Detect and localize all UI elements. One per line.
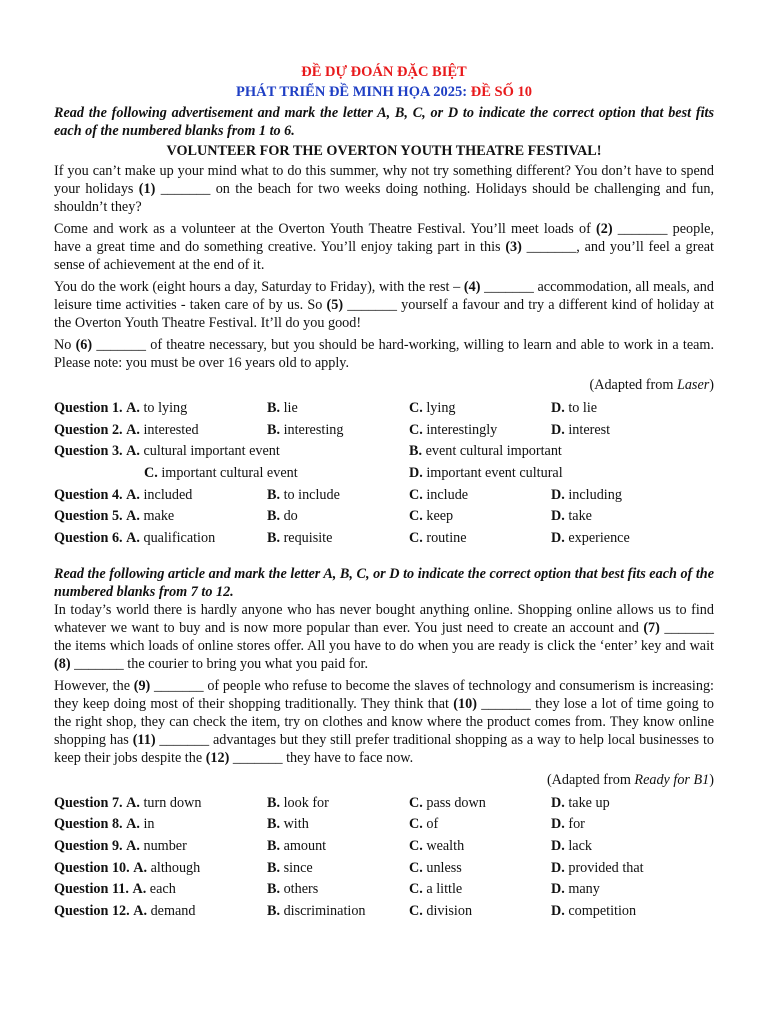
option-d: experience — [568, 529, 630, 546]
option-a: cultural important event — [143, 443, 280, 460]
option-b: to include — [283, 486, 340, 503]
option-b: interesting — [283, 421, 344, 438]
option-b: look for — [283, 794, 329, 811]
source-citation-2: (Adapted from Ready for B1) — [546, 771, 714, 788]
option-b: amount — [283, 838, 327, 855]
question-row: Question 4. A. included B. to include C. include D. including — [54, 486, 622, 503]
option-a: to lying — [143, 399, 188, 416]
ad-paragraph-4: No (6) _______ of theatre necessary, but you should be hard-working, willing to learn and able to work in a team. Please note: you must be over 16 years old to apply. — [54, 337, 715, 371]
option-c: keep — [426, 508, 454, 525]
exam-number: ĐỀ SỐ 10 — [470, 84, 532, 100]
question-row: Question 10. A. although B. since C. unless D. provided that — [54, 859, 644, 876]
option-d: including — [568, 486, 622, 503]
option-c: lying — [426, 399, 456, 416]
option-d: for — [568, 816, 585, 833]
question-label: Question 4. — [54, 486, 123, 503]
exam-title: ĐỀ DỰ ĐOÁN ĐẶC BIỆT — [301, 64, 467, 80]
option-c: division — [426, 903, 473, 920]
option-d: competition — [568, 903, 637, 920]
option-c: unless — [426, 859, 462, 876]
question-label: Question 12. — [54, 903, 130, 920]
blank-7: (7) — [643, 619, 660, 636]
option-b: with — [283, 816, 309, 833]
ad-paragraph-3: You do the work (eight hours a day, Saturday to Friday), with the rest – (4) _______ accommodation, all meals, and leisure time activities - taken care of by us. So (5) _______ yourself a favour and try a different kind of holiday at the Overton Youth Theatre Festival. It’ll do you good! — [54, 279, 714, 331]
blank-5: (5) — [326, 297, 344, 313]
blank-3: (3) — [505, 239, 522, 255]
blank-12: (12) — [205, 749, 230, 766]
question-row: Question 6. A. qualification B. requisite C. routine D. experience — [54, 529, 630, 546]
blank-2: (2) — [596, 221, 613, 237]
blank-11: (11) — [132, 731, 156, 748]
question-label: Question 5. — [54, 508, 123, 525]
question-row: Question 12. A. demand B. discrimination C. division D. competition — [54, 903, 637, 920]
option-b: others — [283, 881, 319, 898]
option-b: lie — [283, 399, 298, 416]
option-a: each — [149, 881, 176, 898]
option-d: important event cultural — [426, 464, 563, 481]
option-c: a little — [426, 881, 463, 898]
question-label: Question 11. — [54, 881, 129, 898]
question-label: Question 7. — [54, 794, 123, 811]
question-row-continued: C. important cultural event D. important event cultural — [144, 464, 563, 481]
option-a: although — [150, 859, 201, 876]
article-paragraph-2: However, the (9) _______ of people who refuse to become the slaves of technology and consumerism is increasing: they keep doing most of their shopping traditionally. They think that (10) _______ they lose a lot of time going to the right shop, they can check the item, try on clothes and know where the product comes from. They know online shopping has (11) _______ advantages but they still prefer traditional shopping as a way to help local businesses to keep their jobs despite the (12) _______ they have to face now. — [54, 677, 714, 766]
blank-6: (6) — [75, 337, 93, 353]
blank-4: (4) — [463, 279, 481, 295]
question-row: Question 9. A. number B. amount C. wealth D. lack — [54, 838, 592, 855]
option-b: event cultural important — [425, 443, 562, 460]
option-a: number — [143, 838, 187, 855]
option-d: to lie — [568, 399, 598, 416]
question-row: Question 2. A. interested B. interesting C. interestingly D. interest — [54, 421, 611, 438]
option-a: interested — [143, 421, 199, 438]
exam-subtitle-main: PHÁT TRIỂN ĐỀ MINH HỌA 2025: — [236, 84, 468, 100]
advertisement-heading: VOLUNTEER FOR THE OVERTON YOUTH THEATRE FESTIVAL! — [166, 143, 602, 159]
exam-subtitle — [54, 82, 714, 102]
question-row: Question 7. A. turn down B. look for C. pass down D. take up — [54, 794, 610, 811]
question-label: Question 8. — [54, 816, 123, 833]
blank-1: (1) — [138, 181, 156, 197]
question-row: Question 5. A. make B. do C. keep D. take — [54, 508, 592, 525]
section1-instruction: Read the following advertisement and mark the letter A, B, C, or D to indicate the correct option that best fits each of the numbered blanks from 1 to 6. — [54, 105, 714, 139]
question-label: Question 1. — [54, 399, 123, 416]
option-c: wealth — [426, 838, 465, 855]
option-c: of — [426, 816, 439, 833]
option-a: in — [143, 816, 155, 833]
option-d: take — [568, 508, 592, 525]
option-d: lack — [568, 838, 592, 855]
section2-instruction: Read the following article and mark the letter A, B, C, or D to indicate the correct option that best fits each of the numbered blanks from 7 to 12. — [54, 565, 714, 600]
question-label: Question 10. — [54, 859, 130, 876]
option-d: provided that — [568, 859, 644, 876]
question-label: Question 3. — [54, 443, 123, 460]
option-a: included — [143, 486, 193, 503]
article-paragraph-1: In today’s world there is hardly anyone who has never bought anything online. Shopping online allows us to find whatever we want to buy and is now more popular than ever. You just need to create an account and (7) _______ the items which loads of online stores offer. All you have to do when you are ready is click the ‘enter’ key and wait (8) _______ the courier to bring you what you paid for. — [54, 601, 715, 672]
blank-9: (9) — [133, 677, 151, 694]
option-a: qualification — [143, 529, 216, 546]
option-c: interestingly — [426, 421, 498, 438]
blank-8: (8) — [54, 655, 71, 672]
option-d: interest — [568, 421, 611, 438]
question-label: Question 9. — [54, 838, 123, 855]
option-a: make — [143, 508, 175, 525]
option-b: since — [283, 859, 313, 876]
option-d: take up — [568, 794, 610, 811]
option-c: include — [426, 486, 469, 503]
question-row: Question 1. A. to lying B. lie C. lying D. to lie — [54, 399, 598, 416]
question-row: Question 3. A. cultural important event B. event cultural important — [54, 443, 562, 460]
option-a: demand — [150, 903, 196, 920]
ad-paragraph-2: Come and work as a volunteer at the Overton Youth Theatre Festival. You’ll meet loads of (2) _______ people, have a great time and do something creative. You’ll enjoy taking part in this (3) _______, and you’ll feel a great sense of achievement at the end of it. — [54, 221, 714, 273]
ad-paragraph-1: If you can’t make up your mind what to do this summer, why not try something different? You don’t have to spend your holidays (1) _______ on the beach for two weeks doing nothing. Holidays should be challenging and fun, shouldn’t they? — [54, 163, 714, 215]
option-b: requisite — [283, 529, 333, 546]
option-d: many — [568, 881, 600, 898]
question-label: Question 6. — [54, 529, 123, 546]
option-b: do — [283, 508, 298, 525]
option-c: routine — [426, 529, 467, 546]
option-c: pass down — [426, 794, 486, 811]
source-citation-1: (Adapted from Laser) — [589, 377, 714, 393]
blank-10: (10) — [453, 695, 477, 712]
option-b: discrimination — [283, 903, 366, 920]
question-row: Question 11. A. each B. others C. a little D. many — [54, 881, 600, 898]
question-row: Question 8. A. in B. with C. of D. for — [54, 816, 585, 833]
question-label: Question 2. — [54, 421, 123, 438]
option-c: important cultural event — [161, 464, 298, 481]
option-a: turn down — [143, 794, 202, 811]
